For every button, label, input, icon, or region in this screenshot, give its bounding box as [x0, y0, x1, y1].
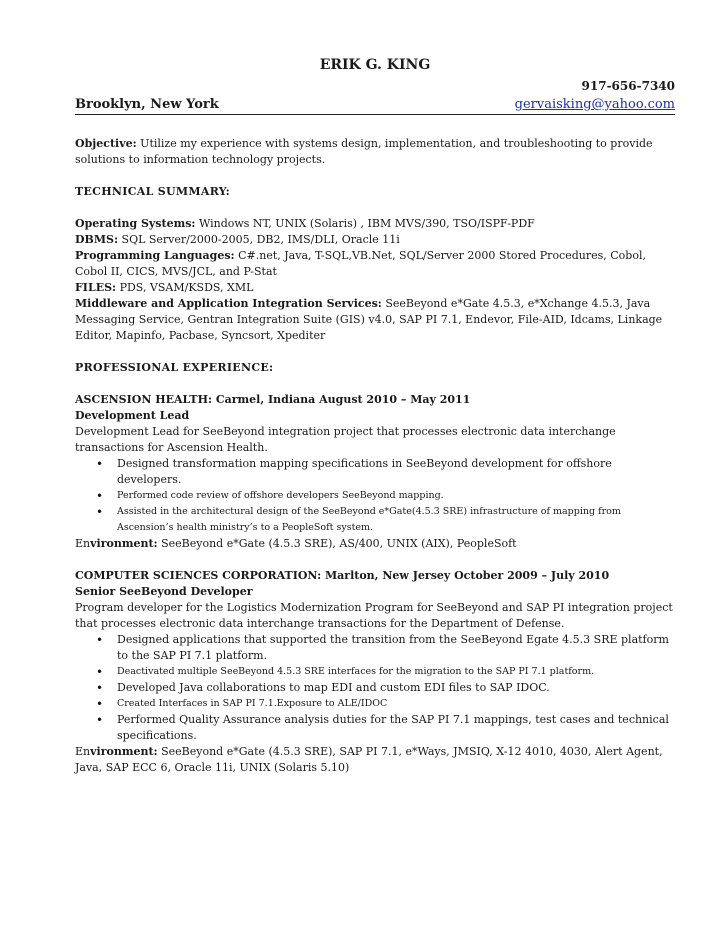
job-bullets: [75, 632, 675, 744]
tech-item: Programming Languages: C#.net, Java, T-SQL,VB.Net, SQL/Server 2000 Stored Procedures, Cobol, Cobol II, CICS, MVS/JCL, and P-Stat: [75, 249, 646, 278]
job-title: Development Lead: [75, 409, 190, 422]
tech-item: Operating Systems: Windows NT, UNIX (Solaris) , IBM MVS/390, TSO/ISPF-PDF: [75, 217, 535, 230]
phone-number: 917-656-7340: [581, 79, 675, 93]
job-summary: Program developer for the Logistics Modernization Program for SeeBeyond and SAP PI integration project that processes electronic data interchange transactions for the Department of Defense.: [75, 601, 673, 630]
list-item: • Designed applications that supported the transition from the SeeBeyond Egate 4.5.3 SRE platform to the SAP PI 7.1 platform.: [75, 632, 675, 664]
list-item: • Deactivated multiple SeeBeyond 4.5.3 SRE interfaces for the migration to the SAP PI 7.1 platform.: [75, 664, 675, 680]
objective: [75, 136, 675, 168]
job-bullets: [75, 456, 675, 536]
objective-label: Objective:: [75, 137, 137, 150]
job-company: COMPUTER SCIENCES CORPORATION: Marlton, New Jersey October 2009 – July 2010: [75, 569, 610, 582]
list-item: • Assisted in the architectural design of the SeeBeyond e*Gate(4.5.3 SRE) infrastructure of mapping from Ascension’s health ministry’s to a PeopleSoft system.: [75, 504, 675, 536]
job-environment: Environment: SeeBeyond e*Gate (4.5.3 SRE), AS/400, UNIX (AIX), PeopleSoft: [75, 537, 517, 550]
list-item: • Performed code review of offshore developers SeeBeyond mapping.: [75, 488, 675, 504]
job-summary: Development Lead for SeeBeyond integration project that processes electronic data interchange transactions for Ascension Health.: [75, 425, 616, 454]
list-item: • Performed Quality Assurance analysis duties for the SAP PI 7.1 mappings, test cases and technical specifications.: [75, 712, 675, 744]
candidate-name: ERIK G. KING: [319, 57, 431, 73]
job-title: Senior SeeBeyond Developer: [75, 585, 253, 598]
job-company: ASCENSION HEALTH: Carmel, Indiana August 2010 – May 2011: [75, 393, 471, 406]
contact-row: [75, 97, 675, 115]
list-item: • Developed Java collaborations to map EDI and custom EDI files to SAP IDOC.: [75, 680, 675, 696]
location: Brooklyn, New York: [75, 97, 219, 112]
tech-item: Middleware and Application Integration Services: SeeBeyond e*Gate 4.5.3, e*Xchange 4.5.3, Java Messaging Service, Gentran Integration Suite (GIS) v4.0, SAP PI 7.1, Endevor, File-AID, Idcams, Linkage Editor, Mapinfo, Pacbase, Syncsort, Xpediter: [75, 297, 663, 342]
tech-item: FILES: PDS, VSAM/KSDS, XML: [75, 281, 254, 294]
technical-summary-heading: TECHNICAL SUMMARY:: [75, 185, 230, 198]
job-environment: Environment: SeeBeyond e*Gate (4.5.3 SRE), SAP PI 7.1, e*Ways, JMSIQ, X-12 4010, 4030, Alert Agent, Java, SAP ECC 6, Oracle 11i, UNIX (Solaris 5.10): [75, 745, 663, 774]
list-item: • Created Interfaces in SAP PI 7.1.Exposure to ALE/IDOC: [75, 696, 675, 712]
experience-heading: PROFESSIONAL EXPERIENCE:: [75, 361, 274, 374]
job-entry: [75, 568, 675, 776]
resume-page: [75, 56, 675, 776]
tech-item: DBMS: SQL Server/2000-2005, DB2, IMS/DLI, Oracle 11i: [75, 233, 400, 246]
list-item: • Designed transformation mapping specifications in SeeBeyond development for offshore developers.: [75, 456, 675, 488]
objective-text: Utilize my experience with systems design, implementation, and troubleshooting to provide solutions to information technology projects.: [75, 137, 653, 166]
email-link[interactable]: gervaisking@yahoo.com: [514, 97, 675, 112]
job-entry: [75, 392, 675, 552]
